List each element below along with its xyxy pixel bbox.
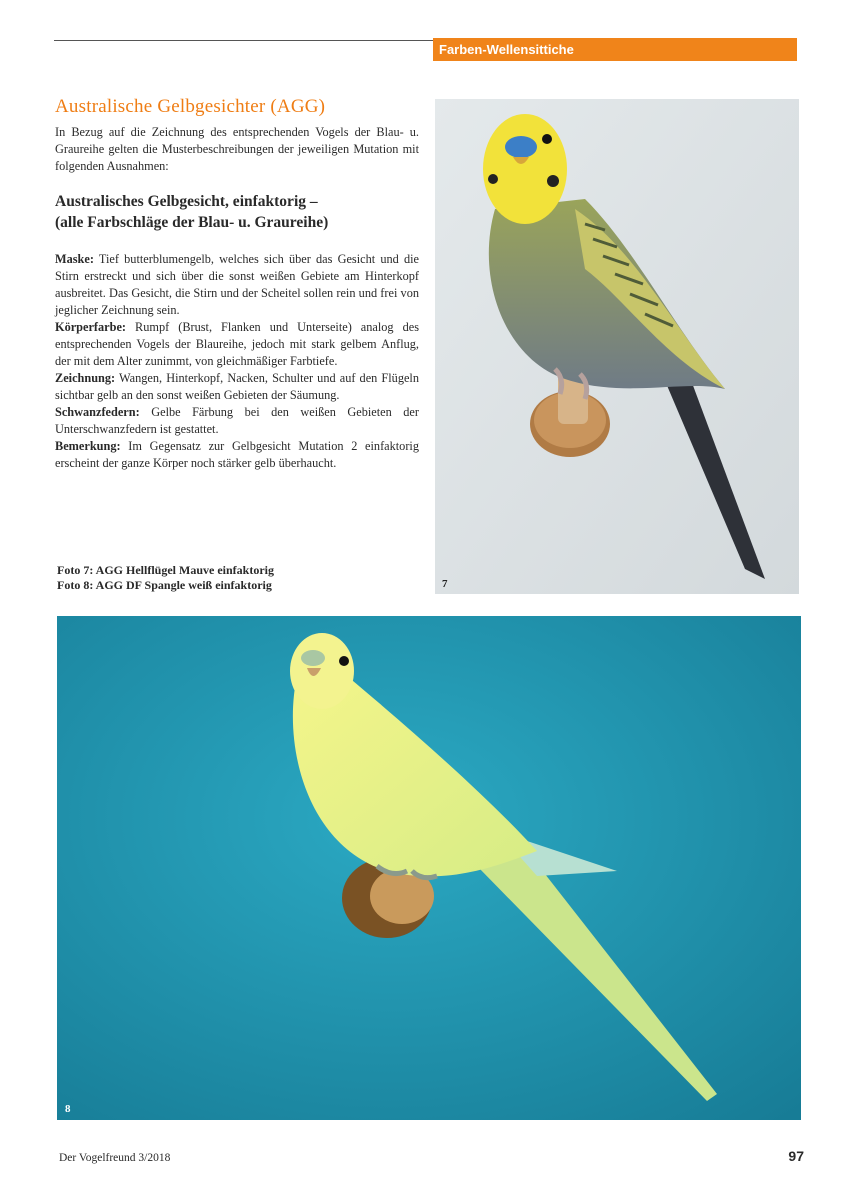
caption-photo-7: Foto 7: AGG Hellflügel Mauve einfaktorig bbox=[57, 563, 274, 577]
section-text-schwanzfedern: Gelbe Färbung bei den weißen Gebieten der Unterschwanzfedern ist gestattet. bbox=[55, 405, 419, 436]
section-zeichnung bbox=[55, 370, 419, 404]
photo-7-number: 7 bbox=[442, 578, 448, 590]
section-label-zeichnung: Zeichnung: bbox=[55, 371, 116, 385]
section-koerperfarbe bbox=[55, 319, 419, 370]
article-title: Australische Gelbgesichter (AGG) bbox=[55, 96, 326, 117]
section-label-koerperfarbe: Körperfarbe: bbox=[55, 320, 127, 334]
page-number: 97 bbox=[788, 1148, 804, 1164]
section-text-zeichnung: Wangen, Hinterkopf, Nacken, Schulter und auf den Flügeln sichtbar gelb an den sonst weißen Gebieten der Säumung. bbox=[55, 371, 419, 402]
section-text-maske: Tief butterblumengelb, welches sich über das Gesicht und die Stirn erstreckt und sich über die sonst weißen Gebiete am Hinterkopf ausbreitet. Das Gesicht, die Stirn und der Scheitel sollen rein und frei von jeglicher Zeichnung sein. bbox=[55, 252, 419, 317]
section-maske bbox=[55, 251, 419, 319]
photo-7-budgie-mauve bbox=[435, 99, 799, 594]
article-body bbox=[55, 251, 419, 472]
photo-8-budgie-spangle bbox=[57, 616, 801, 1120]
budgie-7-illustration bbox=[435, 99, 799, 594]
photo-8-number: 8 bbox=[65, 1103, 71, 1115]
subheading-line-1: Australisches Gelbgesicht, einfaktorig – bbox=[55, 193, 318, 210]
section-bemerkung bbox=[55, 438, 419, 472]
article-subheading bbox=[55, 191, 419, 233]
budgie-8-illustration bbox=[57, 616, 801, 1120]
section-label-bemerkung: Bemerkung: bbox=[55, 439, 121, 453]
section-label: Farben-Wellensittiche bbox=[433, 38, 797, 61]
section-label-maske: Maske: bbox=[55, 252, 94, 266]
section-text-koerperfarbe: Rumpf (Brust, Flanken und Unterseite) analog des entsprechenden Vogels der Blaureihe, jedoch mit stark gelbem Anflug, der mit dem Alter zunimmt, von gleichmäßiger Farbtiefe. bbox=[55, 320, 419, 368]
article-text bbox=[55, 96, 419, 472]
header-rule bbox=[54, 40, 434, 41]
caption-photo-8: Foto 8: AGG DF Spangle weiß einfaktorig bbox=[57, 578, 272, 592]
article-intro: In Bezug auf die Zeichnung des entsprechenden Vogels der Blau- u. Graureihe gelten die Musterbeschreibungen der jeweiligen Mutation mit folgenden Ausnahmen: bbox=[55, 125, 419, 173]
footer-publication: Der Vogelfreund 3/2018 bbox=[59, 1152, 171, 1164]
photo-captions bbox=[57, 563, 274, 593]
subheading-line-2: (alle Farbschläge der Blau- u. Graureihe) bbox=[55, 214, 329, 231]
section-text-bemerkung: Im Gegensatz zur Gelbgesicht Mutation 2 einfaktorig erscheint der ganze Körper noch stärker gelb überhaucht. bbox=[55, 439, 419, 470]
section-label-schwanzfedern: Schwanzfedern: bbox=[55, 405, 140, 419]
section-schwanzfedern bbox=[55, 404, 419, 438]
